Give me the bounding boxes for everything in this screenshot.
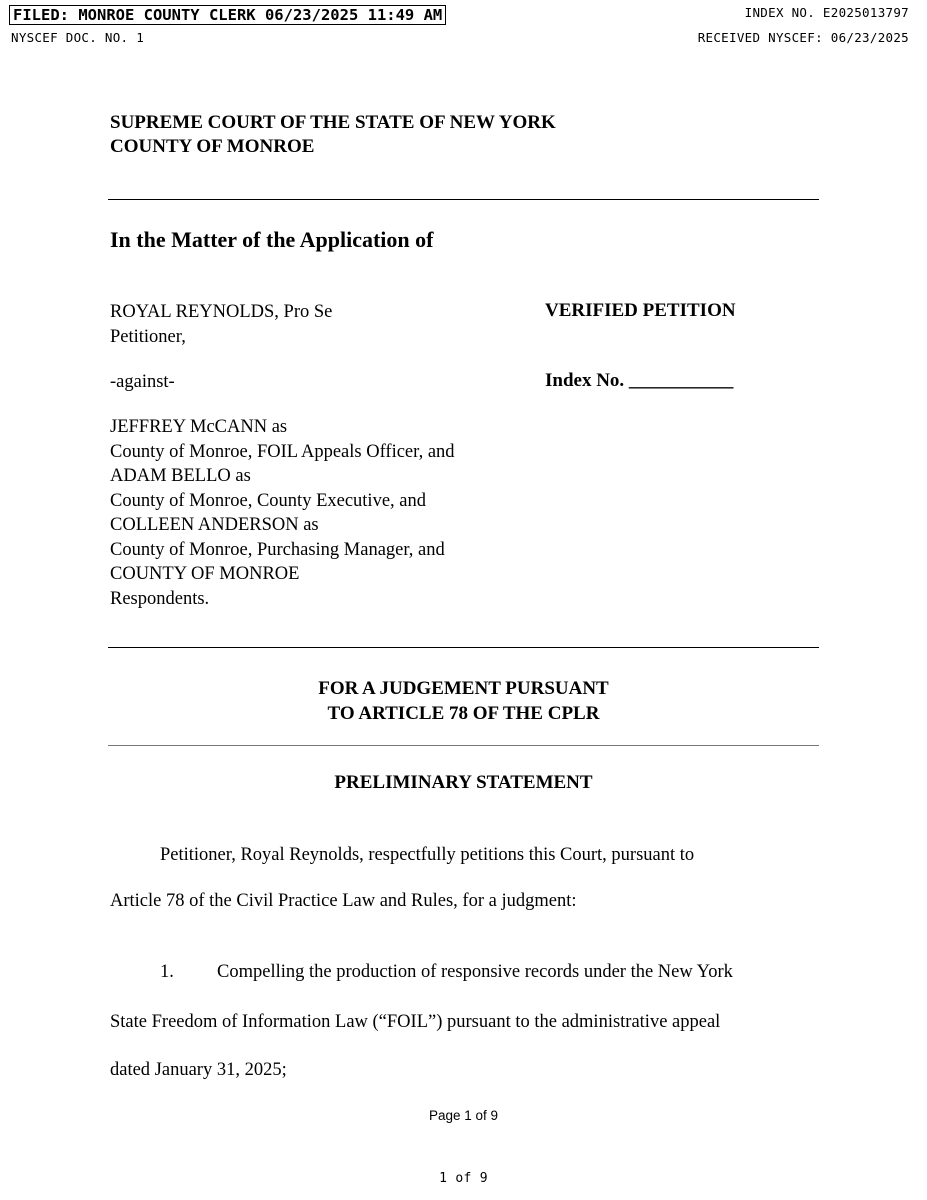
respondent-line: COUNTY OF MONROE [110, 564, 300, 584]
paragraph-line: State Freedom of Information Law (“FOIL”) pursuant to the administrative appeal [110, 1012, 721, 1032]
preliminary-statement-heading: PRELIMINARY STATEMENT [334, 772, 593, 793]
divider-lower [108, 745, 819, 746]
judgement-heading-line2: TO ARTICLE 78 OF THE CPLR [327, 703, 600, 724]
respondent-line: County of Monroe, County Executive, and [110, 491, 426, 511]
court-name: SUPREME COURT OF THE STATE OF NEW YORK [110, 112, 556, 133]
item-number: 1. [160, 962, 174, 982]
paragraph-line: Compelling the production of responsive records under the New York [217, 962, 733, 982]
paragraph-line: Article 78 of the Civil Practice Law and Rules, for a judgment: [110, 891, 577, 911]
paragraph-line: Petitioner, Royal Reynolds, respectfully petitions this Court, pursuant to [160, 845, 695, 865]
petitioner-role: Petitioner, [110, 327, 186, 347]
paragraph-line: dated January 31, 2025; [110, 1060, 287, 1080]
divider-middle [108, 647, 819, 648]
page-counter: 1 of 9 [439, 1171, 488, 1186]
document-type: VERIFIED PETITION [545, 300, 736, 321]
judgement-heading-line1: FOR A JUDGEMENT PURSUANT [318, 678, 609, 699]
respondent-line: COLLEEN ANDERSON as [110, 515, 319, 535]
matter-title: In the Matter of the Application of [110, 227, 434, 252]
respondent-line: ADAM BELLO as [110, 466, 251, 486]
county-name: COUNTY OF MONROE [110, 136, 315, 157]
against-label: -against- [110, 372, 175, 392]
nyscef-doc-number: NYSCEF DOC. NO. 1 [11, 30, 145, 45]
respondent-line: JEFFREY McCANN as [110, 417, 288, 437]
page-label: Page 1 of 9 [428, 1108, 499, 1123]
respondents-label: Respondents. [110, 589, 210, 609]
filed-stamp: FILED: MONROE COUNTY CLERK 06/23/2025 11:49 AM [9, 5, 446, 25]
index-number: INDEX NO. E2025013797 [744, 5, 909, 20]
received-date: RECEIVED NYSCEF: 06/23/2025 [697, 30, 909, 45]
respondent-line: County of Monroe, Purchasing Manager, and [110, 540, 445, 560]
divider-top [108, 199, 819, 200]
index-number-field: Index No. ___________ [545, 370, 734, 391]
petitioner-name: ROYAL REYNOLDS, Pro Se [110, 302, 333, 322]
respondent-line: County of Monroe, FOIL Appeals Officer, and [110, 442, 455, 462]
